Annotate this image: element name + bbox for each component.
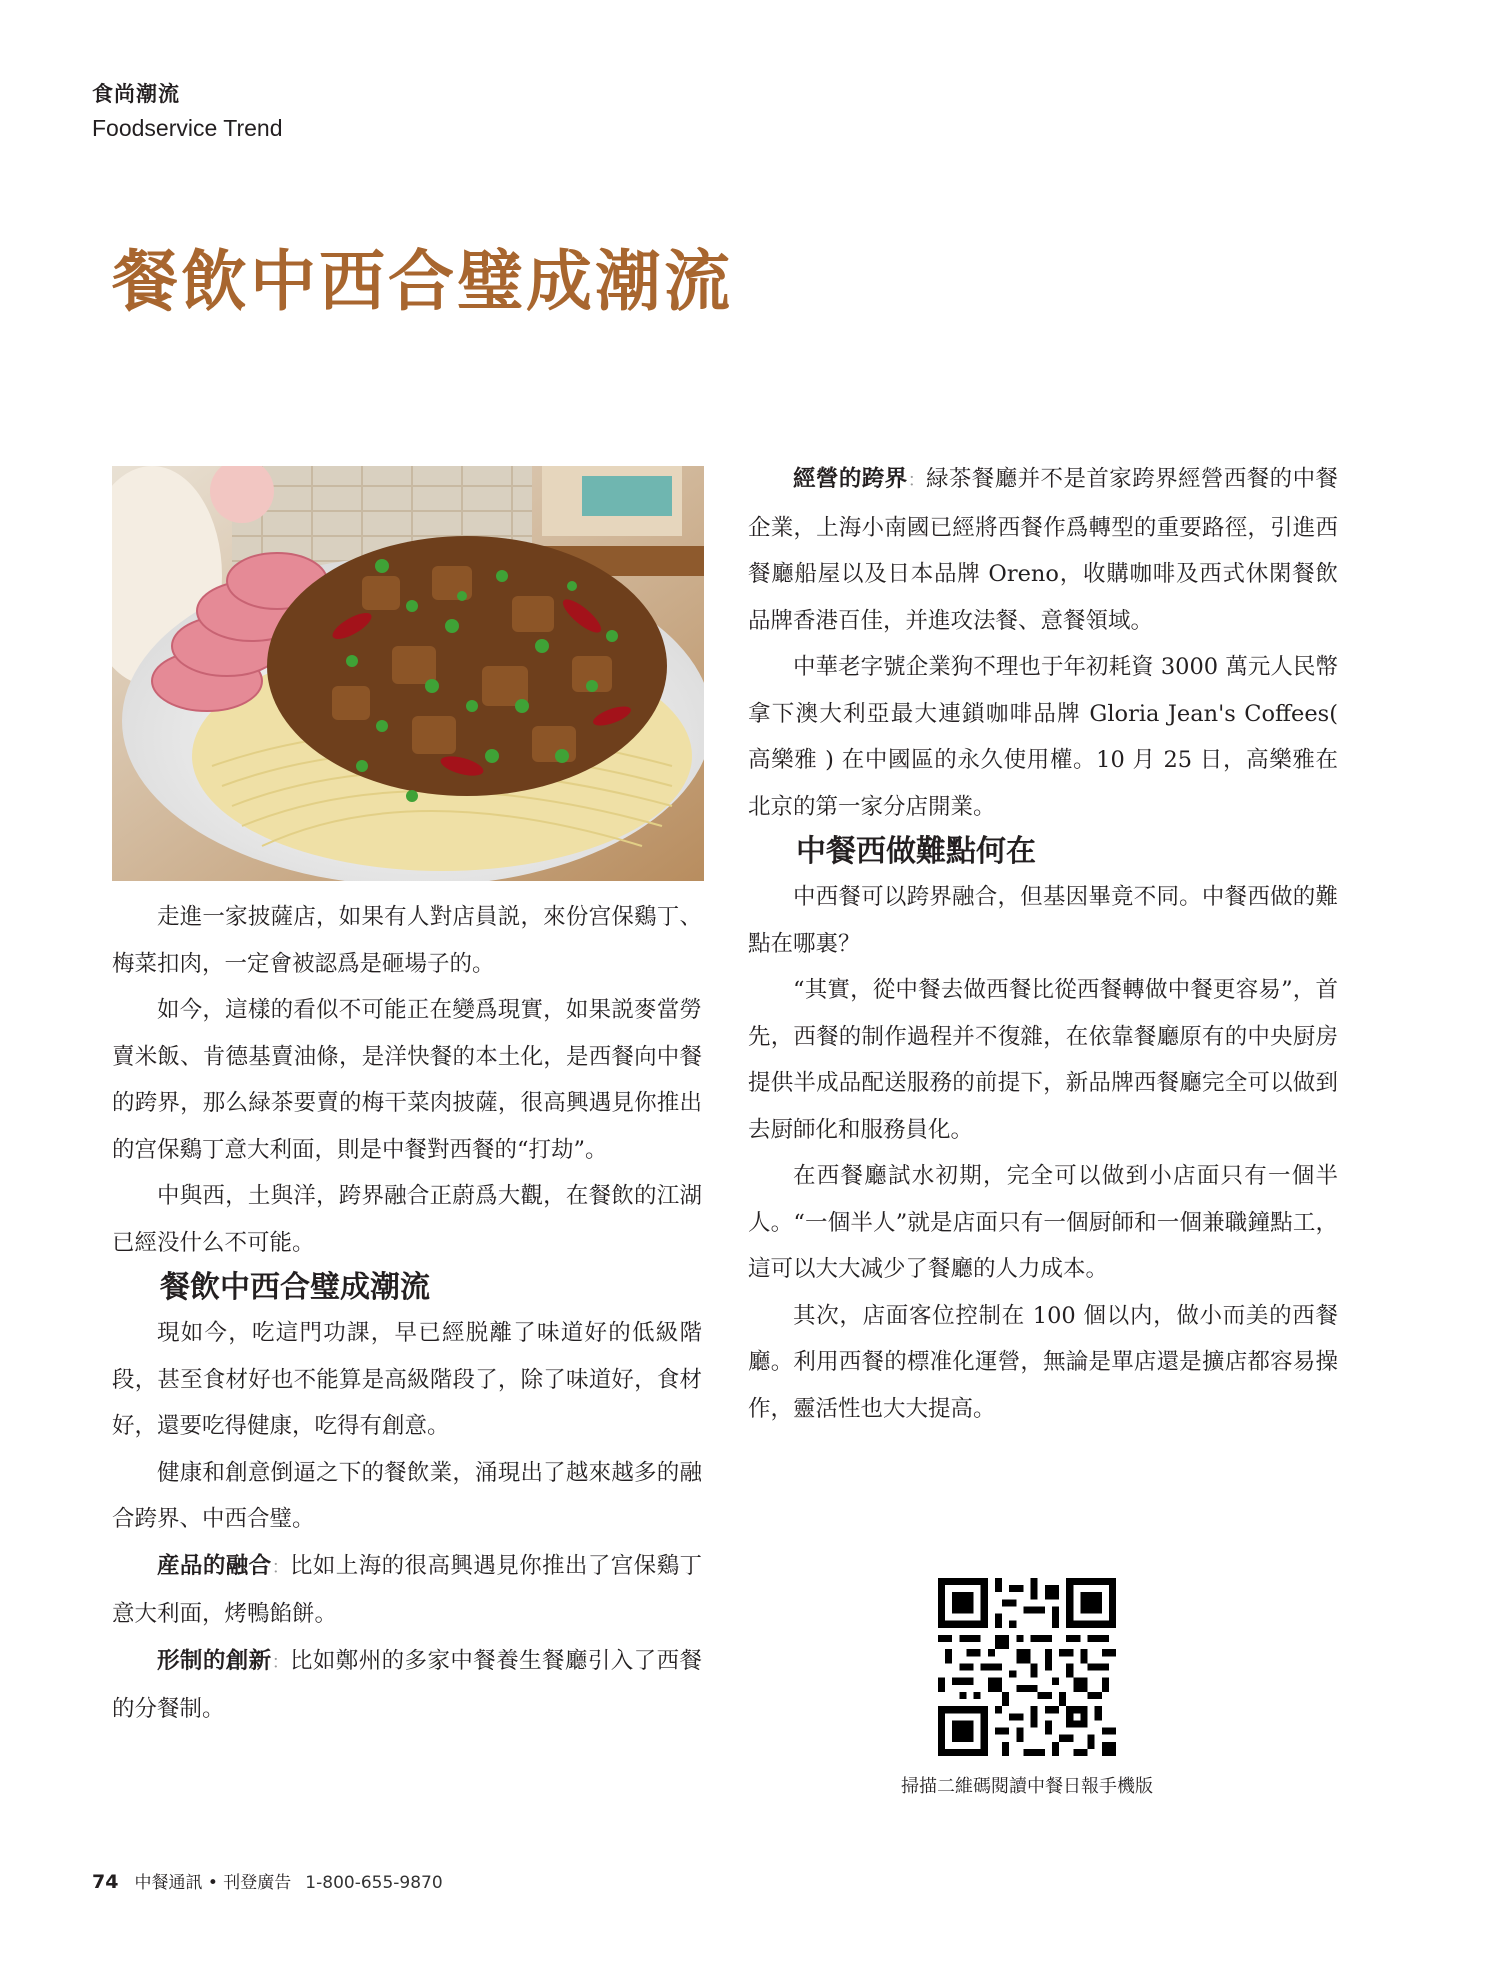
article-title: 餐飲中西合璧成潮流 <box>112 242 733 320</box>
phone-number: 1-800-655-9870 <box>305 1873 443 1893</box>
paragraph-lead: 形制的創新 <box>157 1647 272 1674</box>
paragraph-text: 比如鄭州的多家中餐養生餐廳引入了西餐的分餐制。 <box>112 1647 702 1722</box>
subheading: 中餐西做難點何在 <box>796 834 1036 869</box>
paragraph <box>112 1638 702 1733</box>
paragraph <box>112 1543 702 1638</box>
qr-code-icon[interactable] <box>938 1578 1116 1756</box>
paragraph-lead: 産品的融合 <box>157 1552 272 1579</box>
paragraph-lead: 經營的跨界 <box>793 466 908 492</box>
paragraph-text: 緑茶餐廳并不是首家跨界經營西餐的中餐企業，上海小南國已經將西餐作爲轉型的重要路徑，引進西餐廳船屋以及日本品牌 Oreno，收購咖啡及西式休閑餐飲品牌香港百佳，并進攻法餐、意餐領域。 <box>748 466 1338 634</box>
section-label-en: Foodservice Trend <box>92 115 283 141</box>
page-footer <box>92 1868 443 1893</box>
paragraph: 健康和創意倒逼之下的餐飲業，涌現出了越來越多的融合跨界、中西合璧。 <box>112 1459 702 1532</box>
lead-separator: ： <box>907 470 926 491</box>
right-column <box>748 456 1338 1432</box>
paragraph: 在西餐廳試水初期，完全可以做到小店面只有一個半人。“一個半人”就是店面只有一個厨師和一個兼職鐘點工，這可以大大减少了餐廳的人力成本。 <box>748 1163 1338 1282</box>
paragraph-text: 比如上海的很高興遇見你推出了宫保鷄丁意大利面，烤鴨餡餅。 <box>112 1552 702 1627</box>
paragraph: 如今，這樣的看似不可能正在變爲現實，如果説麥當勞賣米飯、肯德基賣油條，是洋快餐的本土化，是西餐向中餐的跨界，那么緑茶要賣的梅干菜肉披薩，很高興遇見你推出的宫保鷄丁意大利面，則是中餐對西餐的“打劫”。 <box>112 997 702 1163</box>
lead-separator: ： <box>271 1556 290 1578</box>
lead-separator: ： <box>271 1651 290 1673</box>
paragraph: “其實，從中餐去做西餐比從西餐轉做中餐更容易”，首先，西餐的制作過程并不復雜，在依靠餐廳原有的中央厨房提供半成品配送服務的前提下，新品牌西餐廳完全可以做到去厨師化和服務員化。 <box>748 977 1338 1143</box>
qr-caption: 掃描二維碼閱讀中餐日報手機版 <box>901 1776 1153 1797</box>
paragraph: 中與西，土與洋，跨界融合正蔚爲大觀，在餐飲的江湖已經没什么不可能。 <box>112 1183 702 1256</box>
publication-name: 中餐通訊 • 刊登廣告 <box>134 1873 292 1893</box>
paragraph: 現如今，吃這門功課，早已經脱離了味道好的低級階段，甚至食材好也不能算是高級階段了，除了味道好，食材好，還要吃得健康，吃得有創意。 <box>112 1320 702 1439</box>
page-number: 74 <box>92 1871 119 1893</box>
food-photo <box>112 466 704 881</box>
subheading: 餐飲中西合璧成潮流 <box>160 1270 430 1305</box>
paragraph: 走進一家披薩店，如果有人對店員説，來份宫保鷄丁、梅菜扣肉，一定會被認爲是砸場子的。 <box>112 904 702 977</box>
paragraph: 中西餐可以跨界融合，但基因畢竟不同。中餐西做的難點在哪裏？ <box>748 884 1338 957</box>
paragraph: 中華老字號企業狗不理也于年初耗資 3000 萬元人民幣拿下澳大利亞最大連鎖咖啡品牌 Gloria Jean's Coffees( 高樂雅 ) 在中國區的永久使用權。10 月 25 日，高樂雅在北京的第一家分店開業。 <box>748 654 1338 820</box>
paragraph: 其次，店面客位控制在 100 個以内，做小而美的西餐廳。利用西餐的標准化運營，無論是單店還是擴店都容易操作，靈活性也大大提高。 <box>748 1302 1338 1422</box>
section-label-zh: 食尚潮流 <box>92 82 180 106</box>
paragraph <box>748 456 1338 644</box>
left-column <box>112 894 702 1733</box>
